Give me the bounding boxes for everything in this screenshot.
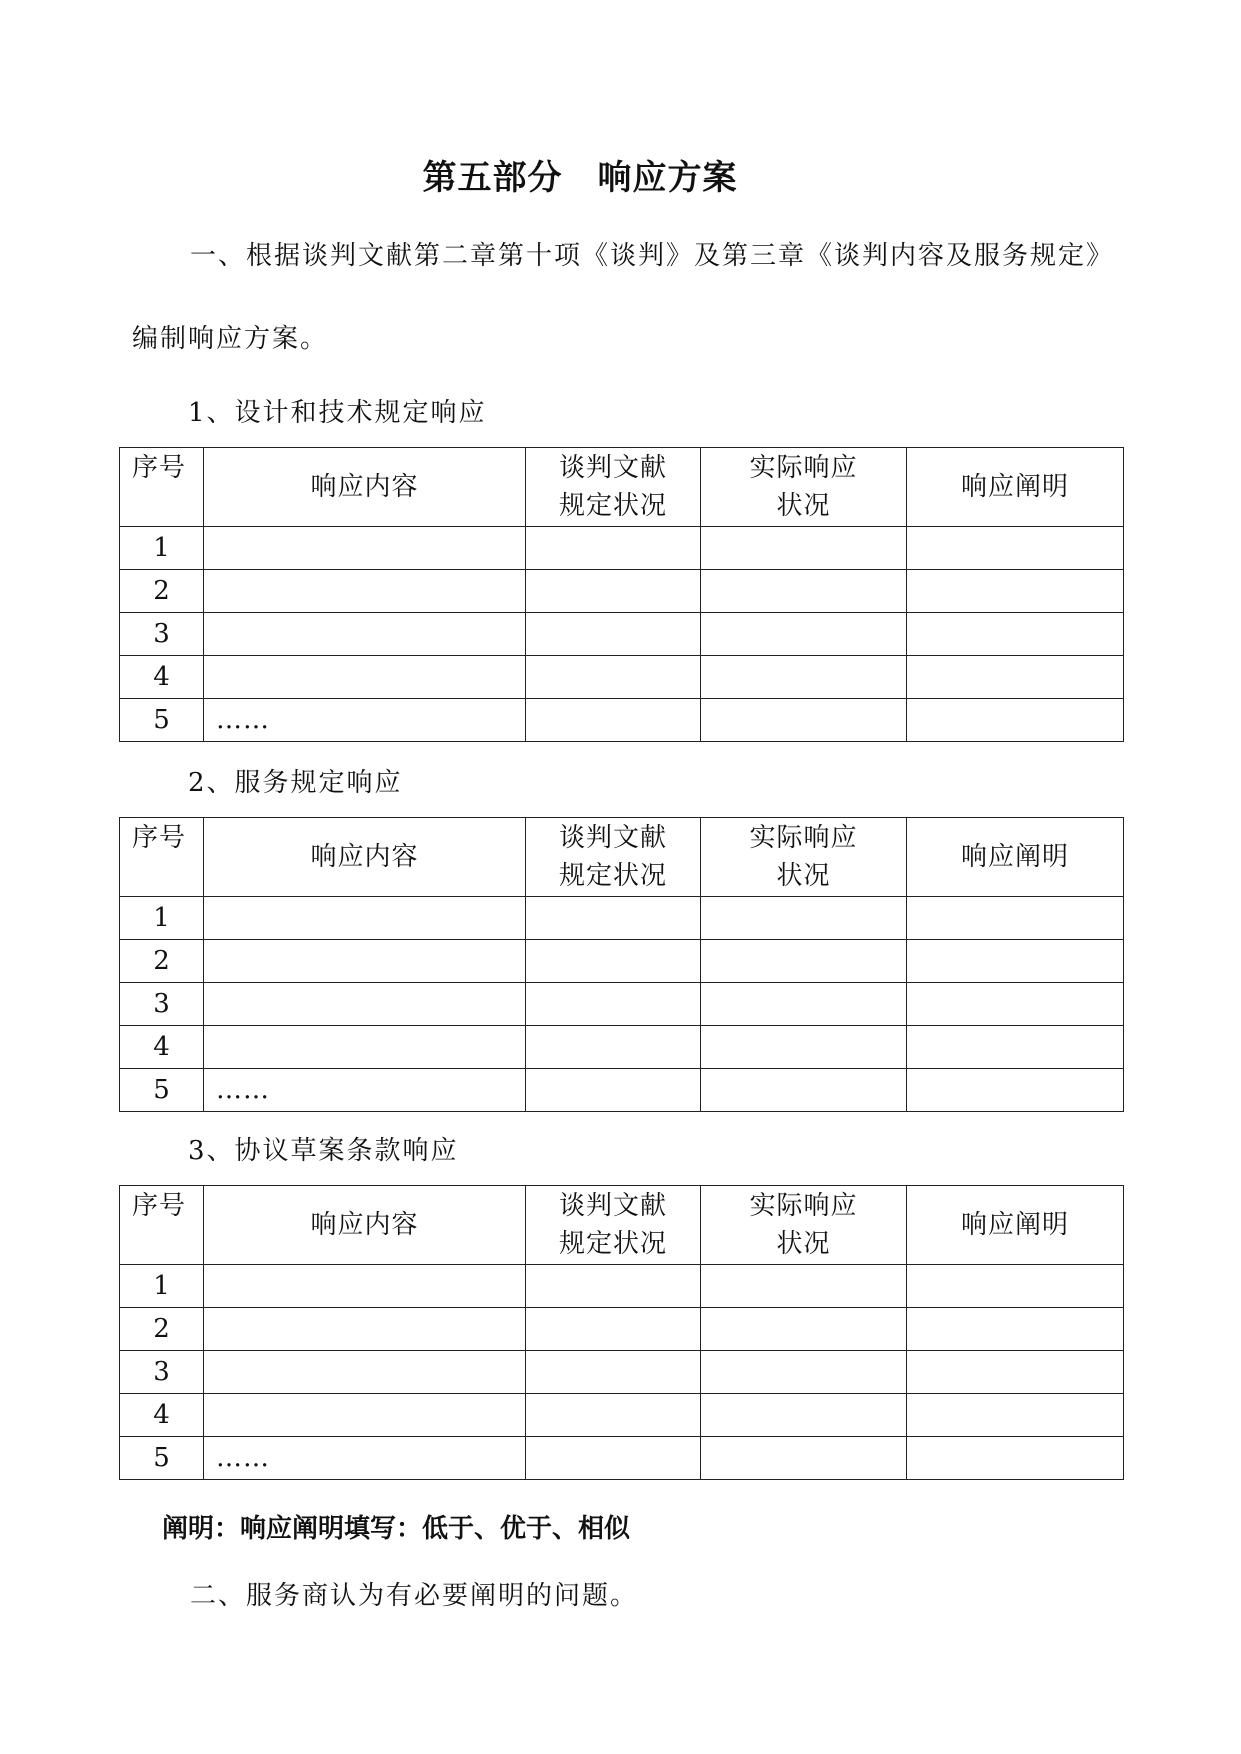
row-requirement[interactable] (526, 613, 701, 656)
row-content[interactable]: …… (204, 699, 526, 742)
row-requirement[interactable] (526, 1437, 701, 1480)
table-header-row (120, 448, 1124, 527)
row-content[interactable] (204, 1351, 526, 1394)
row-requirement[interactable] (526, 527, 701, 570)
response-table-contract (119, 1185, 1124, 1480)
table-header-row (120, 1186, 1124, 1265)
row-explanation[interactable] (907, 656, 1124, 699)
row-seq: 4 (120, 656, 204, 699)
row-content[interactable] (204, 1265, 526, 1308)
row-content[interactable] (204, 1308, 526, 1351)
header-content: 响应内容 (204, 1186, 526, 1265)
row-content[interactable] (204, 656, 526, 699)
row-content[interactable] (204, 527, 526, 570)
table-row (120, 1308, 1124, 1351)
header-requirement: 谈判文献 规定状况 (526, 1186, 701, 1265)
intro-paragraph-line1: 一、根据谈判文献第二章第十项《谈判》及第三章《谈判内容及服务规定》 (190, 241, 1115, 271)
table-row (120, 613, 1124, 656)
row-requirement[interactable] (526, 1308, 701, 1351)
header-actual: 实际响应 状况 (701, 1186, 907, 1265)
row-seq: 5 (120, 1437, 204, 1480)
row-content[interactable] (204, 1026, 526, 1069)
row-requirement[interactable] (526, 1351, 701, 1394)
row-content[interactable] (204, 1394, 526, 1437)
table-row (120, 897, 1124, 940)
row-actual[interactable] (701, 1308, 907, 1351)
row-actual[interactable] (701, 1394, 907, 1437)
row-seq: 3 (120, 983, 204, 1026)
row-actual[interactable] (701, 897, 907, 940)
row-seq: 3 (120, 1351, 204, 1394)
row-actual[interactable] (701, 699, 907, 742)
row-explanation[interactable] (907, 1308, 1124, 1351)
table-row (120, 983, 1124, 1026)
table-row (120, 527, 1124, 570)
row-requirement[interactable] (526, 1026, 701, 1069)
header-actual: 实际响应 状况 (701, 448, 907, 527)
table-row (120, 1437, 1124, 1480)
row-seq: 5 (120, 1069, 204, 1112)
section-heading-design-tech: 1、设计和技术规定响应 (188, 398, 487, 428)
row-content[interactable]: …… (204, 1437, 526, 1480)
note-explanation: 阐明：响应阐明填写：低于、优于、相似 (162, 1514, 631, 1544)
row-requirement[interactable] (526, 1069, 701, 1112)
header-requirement: 谈判文献 规定状况 (526, 818, 701, 897)
row-explanation[interactable] (907, 1069, 1124, 1112)
row-seq: 5 (120, 699, 204, 742)
header-explanation: 响应阐明 (907, 1186, 1124, 1265)
row-actual[interactable] (701, 983, 907, 1026)
table-row (120, 699, 1124, 742)
table-row (120, 1394, 1124, 1437)
row-requirement[interactable] (526, 1265, 701, 1308)
row-explanation[interactable] (907, 1437, 1124, 1480)
row-explanation[interactable] (907, 1351, 1124, 1394)
table-header-row (120, 818, 1124, 897)
row-explanation[interactable] (907, 699, 1124, 742)
row-requirement[interactable] (526, 699, 701, 742)
table-row (120, 1351, 1124, 1394)
table-row (120, 940, 1124, 983)
table-row (120, 1026, 1124, 1069)
row-seq: 4 (120, 1394, 204, 1437)
row-actual[interactable] (701, 1265, 907, 1308)
row-actual[interactable] (701, 527, 907, 570)
row-seq: 1 (120, 527, 204, 570)
row-actual[interactable] (701, 1437, 907, 1480)
row-explanation[interactable] (907, 940, 1124, 983)
row-content[interactable] (204, 613, 526, 656)
row-seq: 2 (120, 570, 204, 613)
row-seq: 3 (120, 613, 204, 656)
header-seq: 序号 (120, 448, 204, 527)
row-seq: 2 (120, 1308, 204, 1351)
header-seq: 序号 (120, 818, 204, 897)
table-row (120, 656, 1124, 699)
table-row (120, 570, 1124, 613)
response-table-service (119, 817, 1124, 1112)
row-actual[interactable] (701, 1069, 907, 1112)
row-actual[interactable] (701, 1351, 907, 1394)
header-seq: 序号 (120, 1186, 204, 1265)
intro-paragraph-line2: 编制响应方案。 (132, 324, 329, 354)
header-content: 响应内容 (204, 818, 526, 897)
header-actual: 实际响应 状况 (701, 818, 907, 897)
row-requirement[interactable] (526, 897, 701, 940)
row-actual[interactable] (701, 613, 907, 656)
row-content[interactable]: …… (204, 1069, 526, 1112)
row-explanation[interactable] (907, 1394, 1124, 1437)
response-table-design-tech (119, 447, 1124, 742)
row-explanation[interactable] (907, 1265, 1124, 1308)
row-explanation[interactable] (907, 983, 1124, 1026)
table-row (120, 1069, 1124, 1112)
row-seq: 2 (120, 940, 204, 983)
row-requirement[interactable] (526, 983, 701, 1026)
row-requirement[interactable] (526, 940, 701, 983)
table-row (120, 1265, 1124, 1308)
section-heading-service: 2、服务规定响应 (188, 768, 403, 798)
row-requirement[interactable] (526, 656, 701, 699)
row-content[interactable] (204, 570, 526, 613)
closing-paragraph: 二、服务商认为有必要阐明的问题。 (190, 1581, 639, 1611)
row-explanation[interactable] (907, 570, 1124, 613)
row-explanation[interactable] (907, 527, 1124, 570)
header-explanation: 响应阐明 (907, 818, 1124, 897)
row-actual[interactable] (701, 656, 907, 699)
row-content[interactable] (204, 940, 526, 983)
row-seq: 1 (120, 1265, 204, 1308)
row-actual[interactable] (701, 940, 907, 983)
row-explanation[interactable] (907, 897, 1124, 940)
header-explanation: 响应阐明 (907, 448, 1124, 527)
header-content: 响应内容 (204, 448, 526, 527)
row-actual[interactable] (701, 570, 907, 613)
row-actual[interactable] (701, 1026, 907, 1069)
row-content[interactable] (204, 897, 526, 940)
page-title: 第五部分 响应方案 (422, 158, 738, 198)
row-explanation[interactable] (907, 1026, 1124, 1069)
row-seq: 1 (120, 897, 204, 940)
section-heading-contract: 3、协议草案条款响应 (188, 1136, 459, 1166)
row-requirement[interactable] (526, 1394, 701, 1437)
row-requirement[interactable] (526, 570, 701, 613)
row-explanation[interactable] (907, 613, 1124, 656)
header-requirement: 谈判文献 规定状况 (526, 448, 701, 527)
row-seq: 4 (120, 1026, 204, 1069)
row-content[interactable] (204, 983, 526, 1026)
